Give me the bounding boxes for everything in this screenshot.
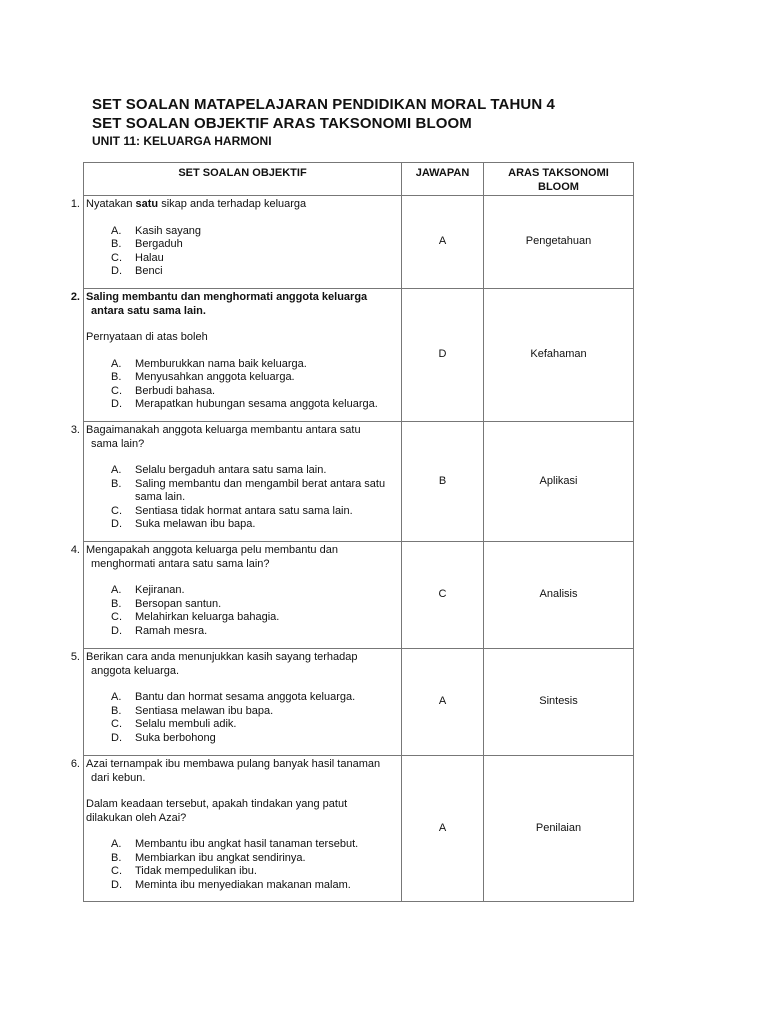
question-subtext: Pernyataan di atas boleh (86, 331, 208, 343)
list-item: C. Berbudi bahasa. (111, 384, 216, 397)
list-item: B. Bersopan santun. (111, 597, 222, 610)
answer-cell: A (402, 196, 484, 289)
list-item: A. Memburukkan nama baik keluarga. (111, 357, 307, 370)
question-number: 4. (70, 544, 80, 556)
level-cell: Analisis (484, 542, 634, 649)
question-number: 1. (70, 198, 80, 210)
question-stem: Bagaimanakah anggota keluarga membantu antara satu sama lain? (86, 424, 361, 450)
answer-cell: A (402, 756, 484, 902)
question-stem: Berikan cara anda menunjukkan kasih sayang terhadap anggota keluarga. (86, 651, 358, 677)
answer-cell: A (402, 649, 484, 756)
answer-cell: B (402, 422, 484, 542)
list-item: A. Selalu bergaduh antara satu sama lain. (111, 464, 327, 476)
answer-cell: D (402, 289, 484, 422)
list-item: A. Membantu ibu angkat hasil tanaman tersebut. (111, 838, 359, 850)
question-cell (70, 196, 402, 289)
option-list (86, 584, 397, 638)
table-row (84, 289, 634, 422)
question-number: 5. (70, 651, 80, 663)
level-cell: Aplikasi (484, 422, 634, 542)
table-row (84, 542, 634, 649)
list-item: A. Bantu dan hormat sesama anggota keluarga. (111, 691, 356, 703)
question-number: 2. (70, 291, 80, 303)
question-stem: Mengapakah anggota keluarga pelu membantu dan menghormati antara satu sama lain? (86, 544, 338, 570)
list-item: C. Sentiasa tidak hormat antara satu sama lain. (111, 504, 353, 517)
option-list (86, 225, 397, 279)
unit-title: UNIT 11: KELUARGA HARMONI (92, 134, 272, 148)
level-cell: Sintesis (484, 649, 634, 756)
option-list (86, 691, 397, 745)
list-item: B. Menyusahkan anggota keluarga. (111, 371, 295, 383)
question-stem: Saling membantu dan menghormati anggota keluarga antara satu sama lain. (86, 291, 368, 317)
table-row (84, 196, 634, 289)
question-number: 6. (70, 758, 80, 770)
document-subtitle: SET SOALAN OBJEKTIF ARAS TAKSONOMI BLOOM (92, 115, 472, 132)
document-title: SET SOALAN MATAPELAJARAN PENDIDIKAN MORAL TAHUN 4 (92, 96, 555, 113)
header-question: SET SOALAN OBJEKTIF (84, 163, 402, 196)
question-table (70, 162, 634, 902)
level-cell: Penilaian (484, 756, 634, 902)
table-row (84, 422, 634, 542)
question-cell (70, 422, 402, 542)
header-answer: JAWAPAN (402, 163, 484, 196)
list-item: C. Halau (111, 251, 164, 264)
question-cell (70, 756, 402, 902)
list-item: C. Melahirkan keluarga bahagia. (111, 611, 280, 623)
question-cell (70, 542, 402, 649)
question-stem: Azai ternampak ibu membawa pulang banyak hasil tanaman dari kebun. (86, 758, 381, 784)
list-item: A. Kasih sayang (111, 224, 202, 237)
list-item: D. Suka berbohong (111, 731, 216, 744)
list-item: D. Ramah mesra. (111, 624, 208, 637)
table-row (84, 756, 634, 902)
question-cell (70, 649, 402, 756)
table-header-row (84, 163, 634, 196)
list-item: D. Merapatkan hubungan sesama anggota keluarga. (111, 398, 378, 410)
list-item: B. Bergaduh (111, 238, 183, 250)
level-cell: Kefahaman (484, 289, 634, 422)
header-level: ARAS TAKSONOMI BLOOM (484, 163, 634, 196)
list-item: B. Saling membantu dan mengambil berat antara satu sama lain. (111, 477, 386, 503)
list-item: D. Suka melawan ibu bapa. (111, 518, 256, 530)
option-list (86, 838, 397, 892)
table-row (84, 649, 634, 756)
document-header (92, 95, 555, 149)
list-item: C. Tidak mempedulikan ibu. (111, 865, 257, 877)
list-item: D. Meminta ibu menyediakan makanan malam. (111, 878, 351, 891)
level-cell: Pengetahuan (484, 196, 634, 289)
answer-cell: C (402, 542, 484, 649)
question-number: 3. (70, 424, 80, 436)
list-item: D. Benci (111, 265, 163, 277)
list-item: C. Selalu membuli adik. (111, 718, 237, 730)
option-list (86, 464, 397, 532)
question-stem: Nyatakan satu sikap anda terhadap keluarga (86, 198, 307, 210)
list-item: B. Membiarkan ibu angkat sendirinya. (111, 851, 306, 864)
option-list (86, 358, 397, 412)
question-cell (70, 289, 402, 422)
list-item: A. Kejiranan. (111, 584, 185, 596)
question-subtext: Dalam keadaan tersebut, apakah tindakan yang patut dilakukan oleh Azai? (86, 798, 348, 824)
list-item: B. Sentiasa melawan ibu bapa. (111, 704, 274, 717)
